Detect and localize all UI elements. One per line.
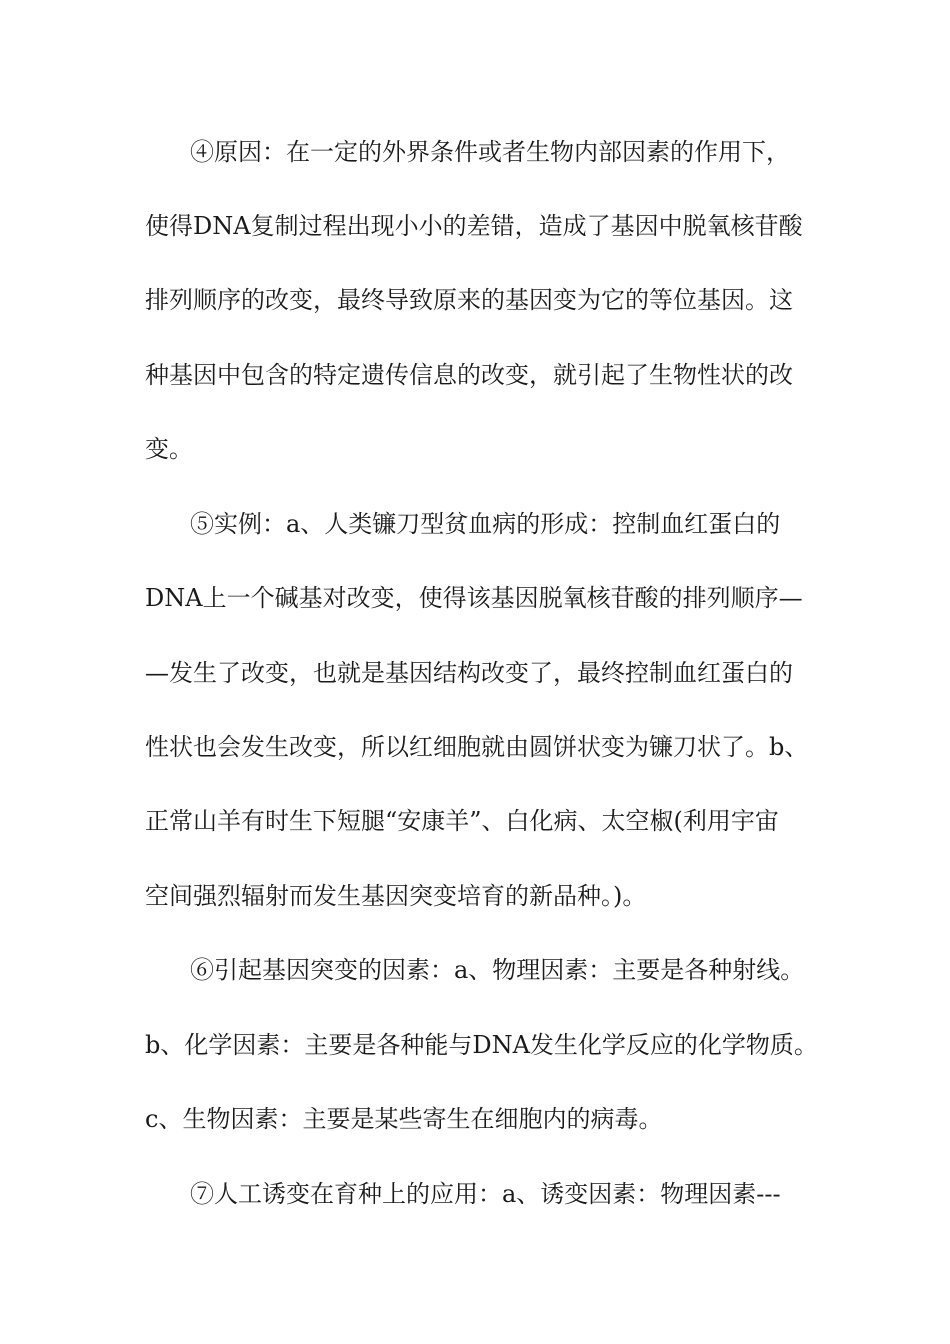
paragraph-5-line-1: ⑤实例：a、人类镰刀型贫血病的形成：控制血红蛋白的 xyxy=(190,510,781,538)
paragraph-5-line-5: 正常山羊有时生下短腿“安康羊”、白化病、太空椒(利用宇宙 xyxy=(145,807,779,835)
paragraph-5-line-3: —发生了改变，也就是基因结构改变了，最终控制血红蛋白的 xyxy=(145,659,793,687)
paragraph-4-line-4: 种基因中包含的特定遗传信息的改变，就引起了生物性状的改 xyxy=(145,361,793,389)
paragraph-6-line-1: ⑥引起基因突变的因素：a、物理因素：主要是各种射线。 xyxy=(190,956,805,984)
paragraph-4-line-3: 排列顺序的改变，最终导致原来的基因变为它的等位基因。这 xyxy=(145,286,793,314)
paragraph-5-line-6: 空间强烈辐射而发生基因突变培育的新品种。)。 xyxy=(145,882,647,910)
paragraph-6-line-2: b、化学因素：主要是各种能与DNA发生化学反应的化学物质。 xyxy=(145,1031,818,1059)
paragraph-4-line-5: 变。 xyxy=(145,435,193,463)
paragraph-4-line-2: 使得DNA复制过程出现小小的差错，造成了基因中脱氧核苷酸 xyxy=(145,212,803,240)
paragraph-7-line-1: ⑦人工诱变在育种上的应用：a、诱变因素：物理因素--- xyxy=(190,1180,781,1208)
paragraph-5-line-2: DNA上一个碱基对改变，使得该基因脱氧核苷酸的排列顺序— xyxy=(145,584,803,612)
paragraph-4-line-1: ④原因：在一定的外界条件或者生物内部因素的作用下， xyxy=(190,138,790,166)
paragraph-6-line-3: c、生物因素：主要是某些寄生在细胞内的病毒。 xyxy=(145,1105,663,1133)
paragraph-5-line-4: 性状也会发生改变，所以红细胞就由圆饼状变为镰刀状了。b、 xyxy=(145,733,809,761)
